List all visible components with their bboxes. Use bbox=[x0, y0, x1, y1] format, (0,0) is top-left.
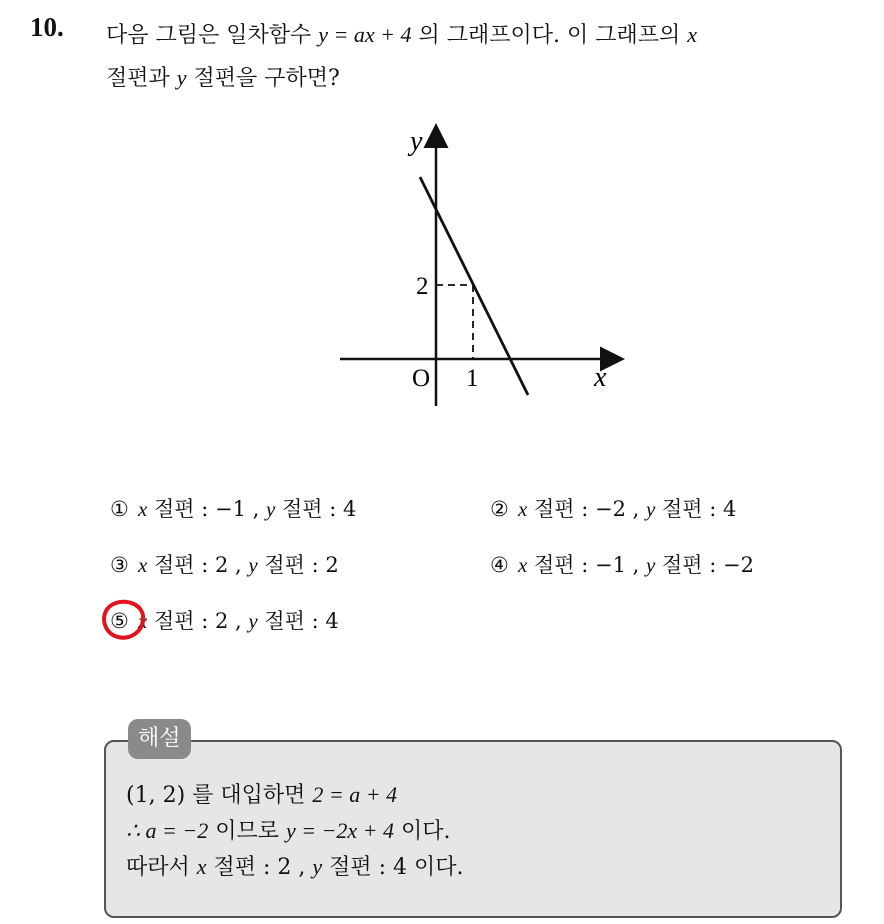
choice-3-text-b: 절편 : 2 bbox=[257, 553, 339, 577]
solution-l2-text: 이므로 bbox=[208, 819, 286, 844]
question-text-1b: 의 그래프이다. 이 그래프의 bbox=[411, 23, 688, 48]
choice-5-var-x: x bbox=[138, 609, 148, 633]
question-text-2b: 절편을 구하면? bbox=[186, 66, 340, 91]
solution-line-1 bbox=[126, 778, 397, 809]
solution-line-2 bbox=[126, 814, 451, 845]
solution-tag: 해설 bbox=[128, 719, 191, 759]
choice-3-var-x: x bbox=[138, 553, 148, 577]
choice-1-text-a: 절편 : −1 , bbox=[147, 497, 266, 521]
choice-1-text-b: 절편 : 4 bbox=[275, 497, 357, 521]
choice-5-var-y: y bbox=[248, 609, 258, 633]
choice-4[interactable] bbox=[490, 549, 754, 579]
y-axis-label: y bbox=[410, 126, 423, 157]
solution-l2-end: 이다. bbox=[394, 819, 451, 844]
choice-3-var-y: y bbox=[248, 553, 258, 577]
answer-circle-mark bbox=[100, 598, 150, 642]
y-tick-2: 2 bbox=[416, 273, 429, 300]
solution-l3-text-a: 따라서 bbox=[126, 855, 197, 880]
solution-l2-eq1: ∴ a = −2 bbox=[126, 818, 209, 843]
choice-5-text-a: 절편 : 2 , bbox=[147, 609, 249, 633]
choice-2-number: ② bbox=[490, 497, 509, 521]
choice-2-var-x: x bbox=[518, 497, 528, 521]
solution-l2-eq2: y = −2x + 4 bbox=[285, 818, 395, 843]
solution-l3-var-y: y bbox=[312, 854, 323, 879]
choice-4-text-b: 절편 : −2 bbox=[655, 553, 754, 577]
choice-4-var-x: x bbox=[518, 553, 528, 577]
choice-5-text-b: 절편 : 4 bbox=[257, 609, 339, 633]
question-var-y: y bbox=[176, 65, 187, 90]
solution-line-3 bbox=[126, 850, 464, 881]
choice-2-text-b: 절편 : 4 bbox=[655, 497, 737, 521]
question-var-x: x bbox=[687, 22, 697, 47]
choice-4-var-y: y bbox=[645, 553, 656, 577]
choice-4-text-a: 절편 : −1 , bbox=[527, 553, 646, 577]
choice-1[interactable] bbox=[110, 493, 356, 523]
choice-2-text-a: 절편 : −2 , bbox=[527, 497, 646, 521]
choice-5-number: ⑤ bbox=[110, 609, 129, 633]
choice-1-var-x: x bbox=[138, 497, 148, 521]
choice-3-text-a: 절편 : 2 , bbox=[147, 553, 249, 577]
question-equation: y = ax + 4 bbox=[318, 22, 412, 47]
choice-3-number: ③ bbox=[110, 553, 129, 577]
origin-label: O bbox=[412, 365, 431, 392]
solution-l1-eq: 2 = a + 4 bbox=[312, 782, 398, 807]
solution-l1-text: (1, 2) 를 대입하면 bbox=[126, 783, 313, 808]
question-text-2a: 절편과 bbox=[106, 66, 177, 91]
solution-l3-text-b: 절편 : 2 , bbox=[206, 855, 313, 880]
x-tick-1: 1 bbox=[466, 365, 479, 392]
choice-2[interactable] bbox=[490, 493, 736, 523]
solution-l3-text-c: 절편 : 4 이다. bbox=[322, 855, 464, 880]
choice-1-var-y: y bbox=[265, 497, 276, 521]
question-text-1a: 다음 그림은 일차함수 bbox=[106, 23, 319, 48]
choice-4-number: ④ bbox=[490, 553, 509, 577]
choice-2-var-y: y bbox=[645, 497, 656, 521]
linear-function-graph bbox=[330, 118, 630, 413]
question-number: 10. bbox=[30, 12, 64, 42]
solution-l3-var-x: x bbox=[196, 854, 207, 879]
choice-1-number: ① bbox=[110, 497, 129, 521]
choice-3[interactable] bbox=[110, 549, 339, 579]
x-axis-label: x bbox=[594, 362, 607, 393]
question-text bbox=[106, 14, 876, 100]
